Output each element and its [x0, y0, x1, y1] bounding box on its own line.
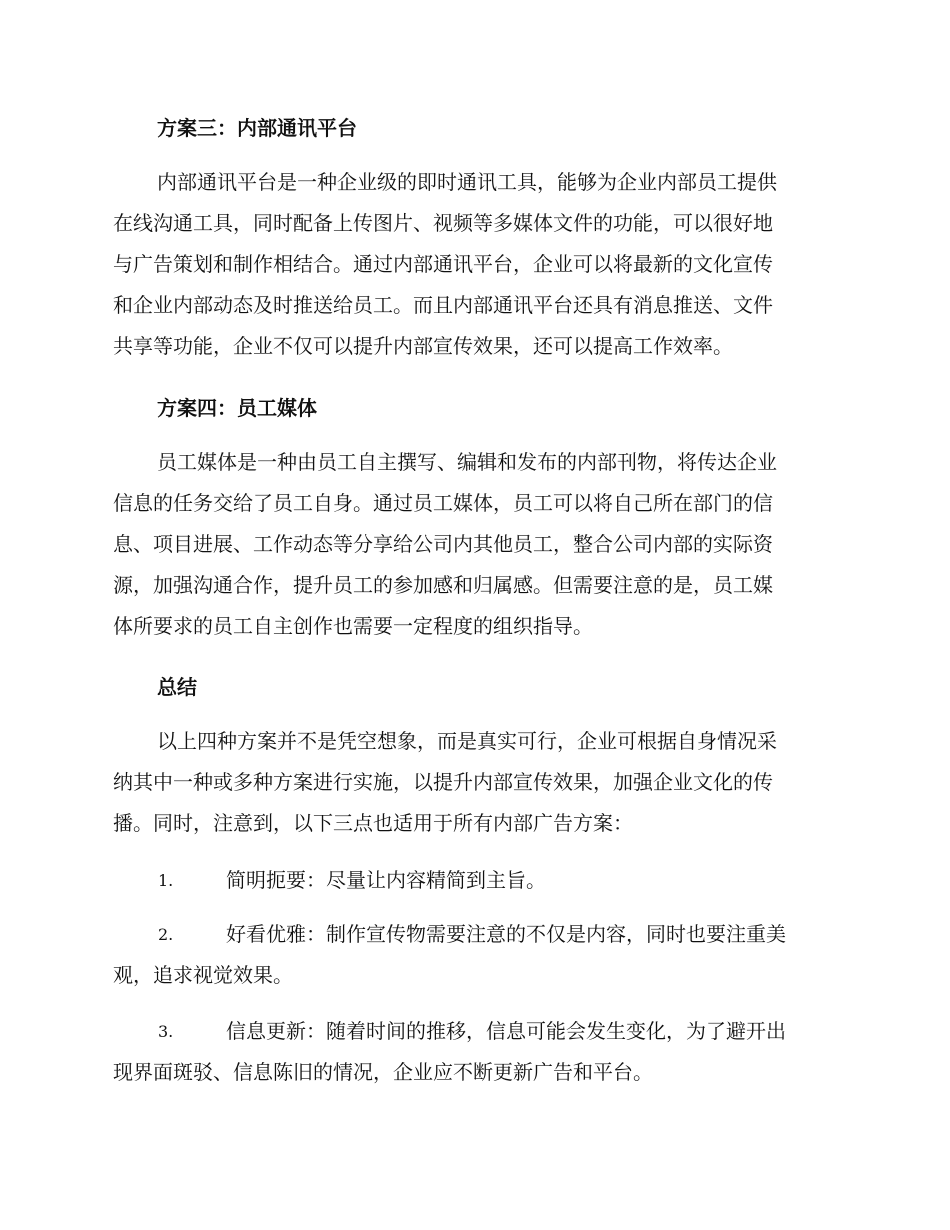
list-item — [113, 1011, 833, 1093]
paragraph-summary — [113, 721, 833, 844]
paragraph-line: 播。同时，注意到，以下三点也适用于所有内部广告方案： — [113, 811, 633, 835]
section-heading-plan-four: 方案四：员工媒体 — [157, 396, 317, 420]
section-heading-summary: 总结 — [157, 675, 197, 699]
list-item — [113, 860, 833, 901]
list-item-line: 好看优雅：制作宣传物需要注意的不仅是内容，同时也要注重美 — [226, 922, 786, 946]
paragraph-line: 内部通讯平台是一种企业级的即时通讯工具，能够为企业内部员工提供 — [157, 170, 777, 194]
list-item-line: 现界面斑驳、信息陈旧的情况，企业应不断更新广告和平台。 — [113, 1060, 653, 1084]
paragraph-line: 纳其中一种或多种方案进行实施，以提升内部宣传效果，加强企业文化的传 — [113, 770, 773, 794]
list-item-line: 观，追求视觉效果。 — [113, 963, 293, 987]
paragraph-line: 源，加强沟通合作，提升员工的参加感和归属感。但需要注意的是，员工媒 — [113, 573, 773, 597]
paragraph-plan-four — [113, 442, 833, 647]
list-item-line: 简明扼要：尽量让内容精简到主旨。 — [226, 868, 546, 892]
paragraph-line: 以上四种方案并不是凭空想象，而是真实可行，企业可根据自身情况采 — [157, 729, 777, 753]
section-heading-plan-three: 方案三：内部通讯平台 — [157, 116, 357, 140]
paragraph-line: 体所要求的员工自主创作也需要一定程度的组织指导。 — [113, 614, 593, 638]
paragraph-line: 在线沟通工具，同时配备上传图片、视频等多媒体文件的功能，可以很好地 — [113, 211, 773, 235]
list-item-line: 信息更新：随着时间的推移，信息可能会发生变化，为了避开出 — [226, 1019, 786, 1043]
list-number: 1. — [158, 871, 174, 890]
paragraph-line: 信息的任务交给了员工自身。通过员工媒体，员工可以将自己所在部门的信 — [113, 491, 773, 515]
paragraph-line: 息、项目进展、工作动态等分享给公司内其他员工，整合公司内部的实际资 — [113, 532, 773, 556]
list-number: 2. — [158, 925, 174, 944]
paragraph-plan-three — [113, 162, 833, 367]
list-item — [113, 914, 833, 996]
paragraph-line: 与广告策划和制作相结合。通过内部通讯平台，企业可以将最新的文化宣传 — [113, 252, 773, 276]
paragraph-line: 和企业内部动态及时推送给员工。而且内部通讯平台还具有消息推送、文件 — [113, 293, 773, 317]
paragraph-line: 共享等功能，企业不仅可以提升内部宣传效果，还可以提高工作效率。 — [113, 334, 733, 358]
list-number: 3. — [158, 1022, 174, 1041]
paragraph-line: 员工媒体是一种由员工自主撰写、编辑和发布的内部刊物，将传达企业 — [157, 450, 777, 474]
